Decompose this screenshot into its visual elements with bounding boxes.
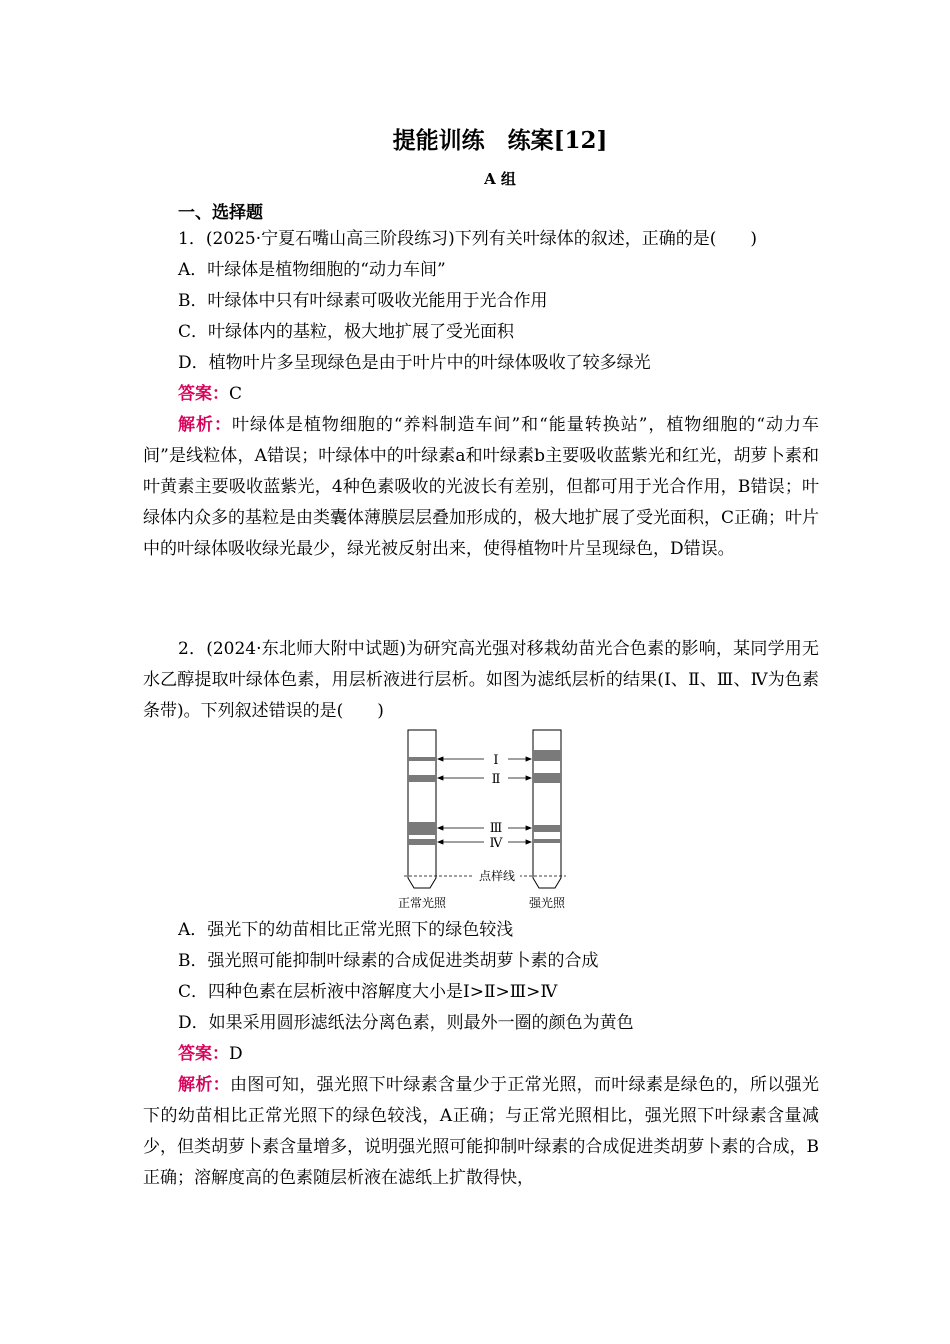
question-1-option-c: C．叶绿体内的基粒，极大地扩展了受光面积 bbox=[178, 322, 515, 342]
strip-left-label: 正常光照 bbox=[398, 896, 447, 910]
band-3-strong bbox=[533, 825, 561, 832]
section-heading: 一、选择题 bbox=[178, 203, 263, 223]
answer-value: D bbox=[229, 1044, 243, 1064]
band-label-4: Ⅳ bbox=[489, 836, 503, 851]
question-2-option-c: C．四种色素在层析液中溶解度大小是Ⅰ>Ⅱ>Ⅲ>Ⅳ bbox=[178, 982, 558, 1002]
question-1-option-b: B．叶绿体中只有叶绿素可吸收光能用于光合作用 bbox=[178, 291, 548, 311]
question-1-answer bbox=[143, 379, 819, 410]
question-1-option-a: A．叶绿体是植物细胞的“动力车间” bbox=[178, 260, 446, 280]
band-label-1: Ⅰ bbox=[493, 753, 499, 768]
band-3-normal bbox=[408, 822, 436, 835]
question-1-analysis bbox=[143, 410, 819, 565]
page-title: 提能训练 练案[12] bbox=[392, 127, 608, 154]
analysis-label: 解析： bbox=[178, 1075, 230, 1095]
question-2-answer bbox=[143, 1039, 819, 1070]
band-4-strong bbox=[533, 839, 561, 843]
sample-line-label: 点样线 bbox=[478, 869, 516, 883]
band-label-2: Ⅱ bbox=[491, 772, 501, 787]
band-1-normal bbox=[408, 757, 436, 761]
analysis-label: 解析： bbox=[178, 415, 232, 435]
question-2-continued bbox=[143, 915, 819, 1194]
group-heading: A 组 bbox=[484, 170, 516, 188]
question-1-stem: 1．(2025·宁夏石嘴山高三阶段练习)下列有关叶绿体的叙述，正确的是( ) bbox=[178, 229, 758, 249]
question-2-option-d: D．如果采用圆形滤纸法分离色素，则最外一圈的颜色为黄色 bbox=[178, 1013, 634, 1033]
question-2 bbox=[143, 634, 819, 727]
question-1 bbox=[143, 224, 819, 565]
analysis-text: 由图可知，强光照下叶绿素含量少于正常光照，而叶绿素是绿色的，所以强光下的幼苗相比正常光照下的绿色较浅，A正确；与正常光照相比，强光照下叶绿素含量减少，但类胡萝卜素含量增多，说明强光照可能抑制叶绿素的合成促进类胡萝卜素的合成，B正确；溶解度高的色素随层析液在滤纸上扩散得快， bbox=[143, 1075, 819, 1188]
answer-label: 答案： bbox=[178, 384, 229, 404]
analysis-text: 叶绿体是植物细胞的“养料制造车间”和“能量转换站”，植物细胞的“动力车间”是线粒体，A错误；叶绿体中的叶绿素a和叶绿素b主要吸收蓝紫光和红光，胡萝卜素和叶黄素主要吸收蓝紫光，4种色素吸收的光波长有差别，但都可用于光合作用，B错误；叶绿体内众多的基粒是由类囊体薄膜层层叠加形成的，极大地扩展了受光面积，C正确；叶片中的叶绿体吸收绿光最少，绿光被反射出来，使得植物叶片呈现绿色，D错误。 bbox=[143, 415, 820, 559]
question-2-option-b: B．强光照可能抑制叶绿素的合成促进类胡萝卜素的合成 bbox=[178, 951, 599, 971]
answer-label: 答案： bbox=[178, 1044, 229, 1064]
question-1-option-d: D．植物叶片多呈现绿色是由于叶片中的叶绿体吸收了较多绿光 bbox=[178, 353, 651, 373]
answer-value: C bbox=[229, 384, 243, 404]
strip-normal-light bbox=[408, 730, 436, 888]
band-label-3: Ⅲ bbox=[489, 821, 503, 836]
band-2-normal bbox=[408, 775, 436, 782]
question-2-stem: 2．(2024·东北师大附中试题)为研究高光强对移栽幼苗光合色素的影响，某同学用无水乙醇提取叶绿体色素，用层析液进行层析。如图为滤纸层析的结果(Ⅰ、Ⅱ、Ⅲ、Ⅳ为色素条带)。下列叙述错误的是( ) bbox=[143, 639, 819, 721]
band-4-normal bbox=[408, 839, 436, 845]
band-arrows bbox=[438, 757, 531, 844]
question-2-analysis bbox=[143, 1070, 819, 1194]
question-2-option-a: A．强光下的幼苗相比正常光照下的绿色较浅 bbox=[178, 920, 514, 940]
chromatography-figure bbox=[398, 726, 578, 912]
strip-right-label: 强光照 bbox=[528, 896, 566, 910]
band-1-strong bbox=[533, 750, 561, 761]
band-2-strong bbox=[533, 773, 561, 783]
